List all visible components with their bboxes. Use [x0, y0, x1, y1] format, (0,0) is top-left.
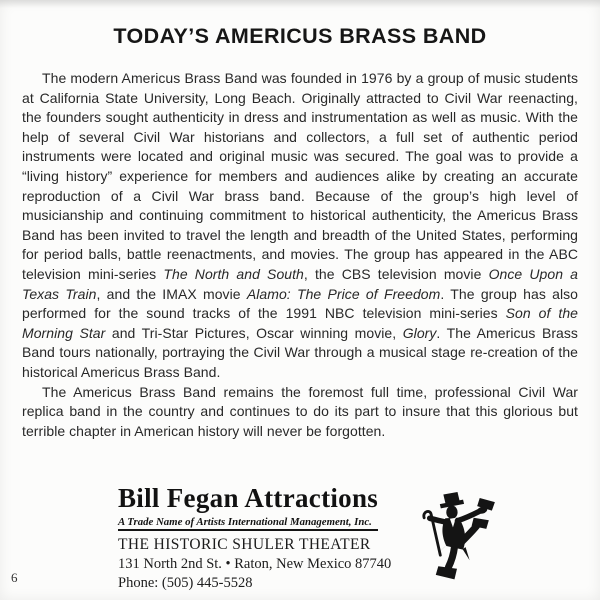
- movie-title-the-north-and-south: The North and South: [163, 265, 304, 282]
- movie-title-once-upon-a-texas-train: Once Upon a Texas Train: [22, 265, 579, 302]
- article-paragraph-2: The Americus Brass Band remains the foremost full time, professional Civil War replica band in the country and continues to do its part to insure that this glorious but terrible chapter in American history will never be forgotten.: [22, 383, 578, 439]
- page-number: 6: [11, 570, 18, 585]
- article-paragraph-1: [22, 69, 578, 383]
- movie-title-glory: Glory: [402, 324, 437, 341]
- paragraph-text: . The Americus Brass Band tours nationally, portraying the Civil War through a musical stage re-creation of the historical Americus Brass Band.: [22, 324, 578, 380]
- movie-title-alamo-the-price-of-freedom: Alamo: The Price of Freedom: [246, 285, 441, 302]
- paragraph-text: , the CBS television movie: [303, 265, 489, 282]
- paragraph-text: and Tri-Star Pictures, Oscar winning movie,: [105, 324, 403, 341]
- movie-title-son-of-the-morning-star: Son of the Morning Star: [22, 305, 578, 341]
- paragraph-text: . The group has also performed for the sound tracks of the 1991 NBC television mini-series: [22, 285, 579, 322]
- paragraph-text: The modern Americus Brass Band was founded in 1976 by a group of music students at California State University, Long Beach. Originally attracted to Civil War reenacting, the founders sought authenticity in dress and instrumentation as well as music. With the help of several Civil War historians and collectors, a full set of authentic period instruments were located and original music was secured. The goal was to provide a “living history” experience for members and audiences alike by creating an accurate reproduction of a Civil War brass band. Because of the group’s high level of musicianship and continuing commitment to historical authenticity, the Americus Brass Band has been invited to travel the length and breadth of the United States, performing for period balls, battle reenactments, and movies. The group has appeared in the ABC television mini-series: [22, 70, 578, 282]
- scan-edge-shadow: [0, 0, 600, 8]
- venue-phone: Phone: (505) 445-5528: [118, 575, 253, 592]
- page-title: TODAY’S AMERICUS BRASS BAND: [113, 24, 487, 48]
- company-name: Bill Fegan Attractions: [118, 483, 379, 513]
- letterhead: [118, 484, 418, 592]
- venue-address: 131 North 2nd St. • Raton, New Mexico 87740: [118, 556, 392, 573]
- paragraph-text: , and the IMAX movie: [96, 285, 247, 302]
- dancing-man-with-top-hat-and-cane-icon: [410, 490, 506, 592]
- company-trade-name: A Trade Name of Artists International Management, Inc.: [118, 516, 378, 531]
- article-body: [22, 69, 578, 441]
- venue-name: THE HISTORIC SHULER THEATER: [118, 536, 371, 554]
